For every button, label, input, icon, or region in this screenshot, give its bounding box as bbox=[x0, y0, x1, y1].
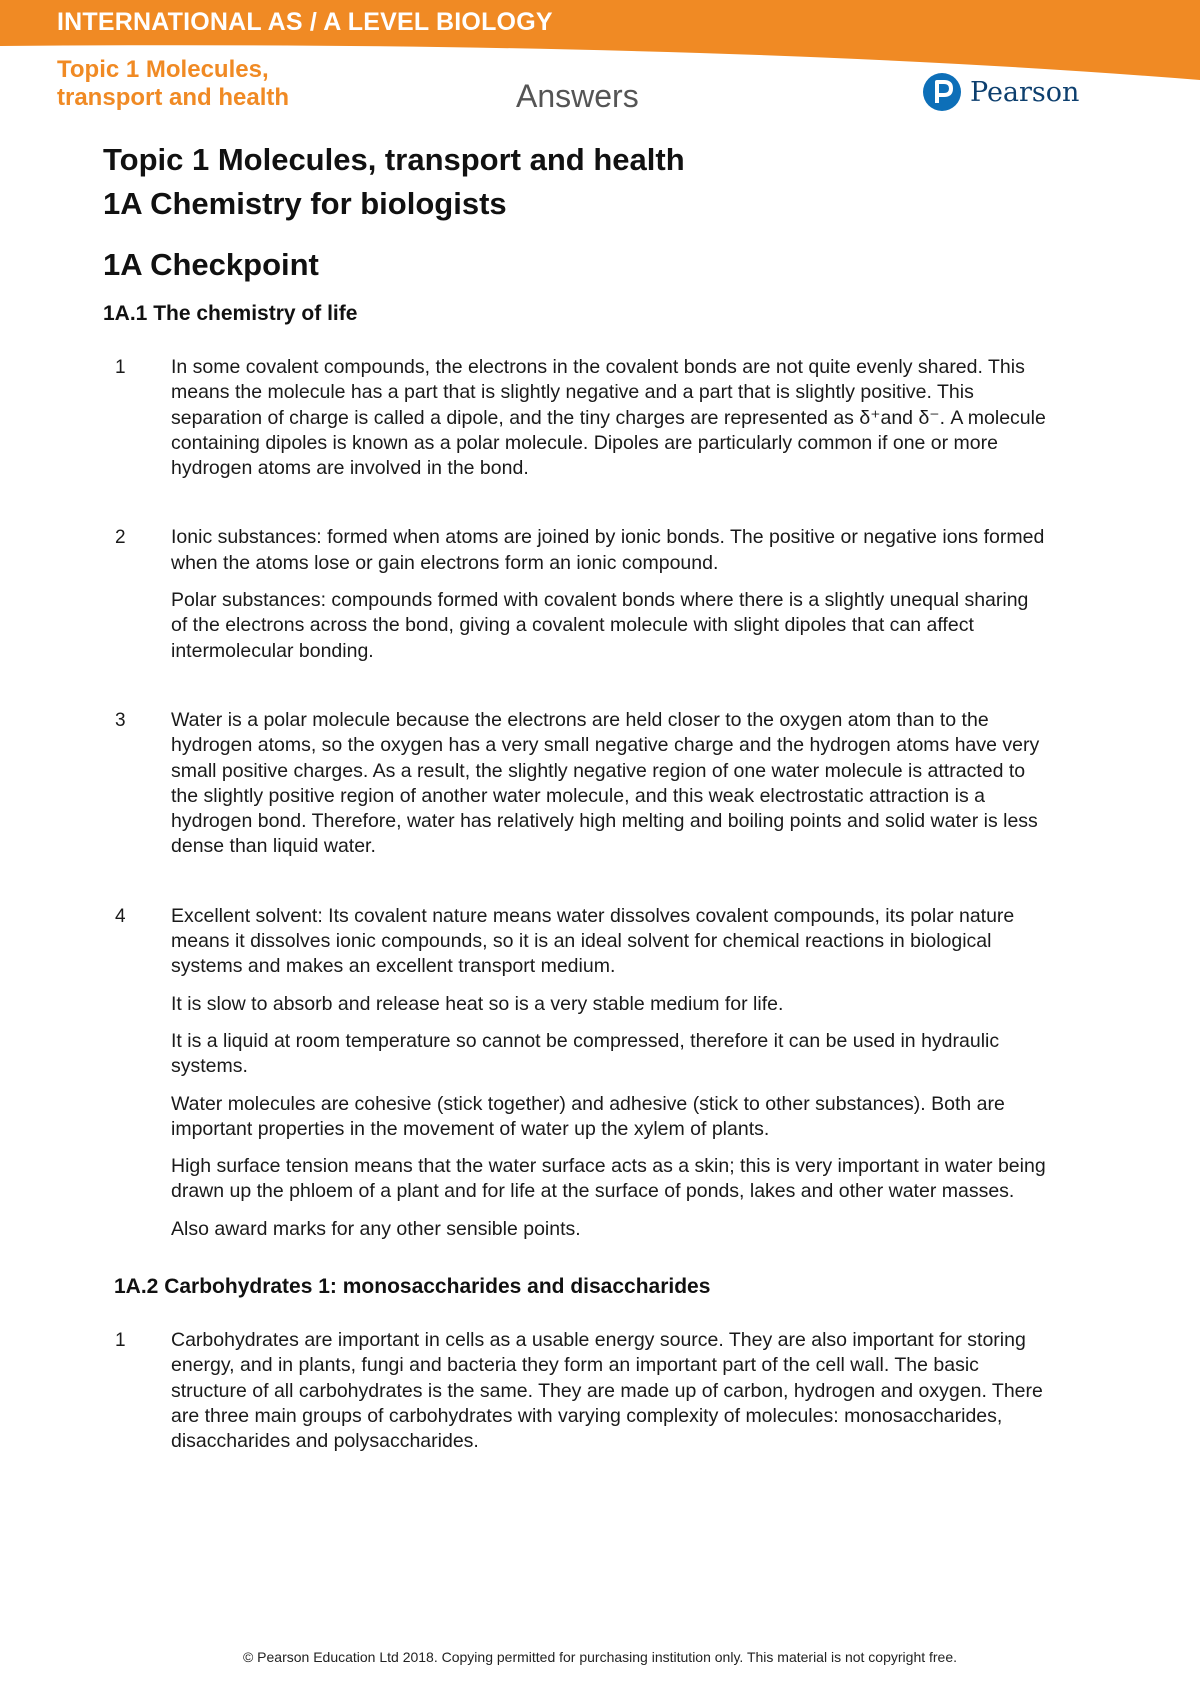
question-list bbox=[103, 1328, 1048, 1454]
document-body bbox=[103, 138, 1048, 1455]
question-number: 4 bbox=[115, 905, 126, 927]
section-heading: 1A.1 The chemistry of life bbox=[103, 302, 358, 325]
pearson-logo-icon bbox=[922, 72, 962, 112]
answer-paragraph: Water is a polar molecule because the electrons are held closer to the oxygen atom than to the hydrogen atoms, so the oxygen has a very small negative charge and the hydrogen atoms have very small positive charges. As a result, the slightly negative region of one water molecule is attracted to the slightly positive region of another water molecule, and this weak electrostatic attraction is a hydrogen bond. Therefore, water has relatively high melting and boiling points and solid water is less dense than liquid water. bbox=[171, 708, 1040, 858]
copyright-footer: © Pearson Education Ltd 2018. Copying permitted for purchasing institution only. This material is not copyright free. bbox=[242, 1649, 958, 1665]
question-answer bbox=[171, 708, 1048, 860]
question-answer bbox=[171, 1328, 1048, 1454]
topic-label-line1: Topic 1 Molecules, bbox=[57, 56, 269, 83]
question-answer bbox=[171, 525, 1048, 663]
topic-label bbox=[57, 56, 289, 112]
banner-title: INTERNATIONAL AS / A LEVEL BIOLOGY bbox=[57, 8, 553, 36]
question-list bbox=[103, 355, 1048, 1242]
question-item bbox=[103, 1328, 1048, 1454]
pearson-logo bbox=[922, 72, 1079, 112]
answer-paragraph: It is slow to absorb and release heat so is a very stable medium for life. bbox=[171, 992, 784, 1015]
answer-paragraph: Water molecules are cohesive (stick together) and adhesive (stick to other substances). Both are important properties in the movement of water up the xylem of plants. bbox=[171, 1092, 1005, 1140]
question-number: 3 bbox=[115, 709, 126, 731]
question-number: 1 bbox=[115, 1330, 126, 1352]
question-item bbox=[103, 708, 1048, 860]
answers-label: Answers bbox=[516, 78, 639, 114]
answer-paragraph: It is a liquid at room temperature so cannot be compressed, therefore it can be used in hydraulic systems. bbox=[171, 1029, 1000, 1078]
answer-paragraph: In some covalent compounds, the electrons in the covalent bonds are not quite evenly shared. This means the molecule has a part that is slightly negative and a part that is slightly positive. This separation of charge is called a dipole, and the tiny charges are represented as δ⁺and δ⁻. A molecule containing dipoles is known as a polar molecule. Dipoles are particularly common if one or more hydrogen atoms are involved in the bond. bbox=[171, 356, 1046, 480]
section-heading: 1A.2 Carbohydrates 1: monosaccharides and disaccharides bbox=[114, 1275, 711, 1299]
question-number: 2 bbox=[115, 527, 126, 549]
title-line-2: 1A Chemistry for biologists bbox=[103, 186, 507, 221]
question-number: 1 bbox=[115, 357, 126, 378]
question-answer bbox=[171, 904, 1048, 1242]
answer-paragraph: Excellent solvent: Its covalent nature means water dissolves covalent compounds, its polar nature means it dissolves ionic compounds, so it is an ideal solvent for chemical reactions in biological systems and makes an excellent transport medium. bbox=[171, 904, 1015, 978]
checkpoint-heading: 1A Checkpoint bbox=[103, 247, 319, 282]
question-item bbox=[103, 525, 1048, 663]
answer-paragraph: Carbohydrates are important in cells as a usable energy source. They are also important for storing energy, and in plants, fungi and bacteria they form an important part of the cell wall. The basic structure of all carbohydrates is the same. They are made up of carbon, hydrogen and oxygen. There are three main groups of carbohydrates with varying complexity of molecules: monosaccharides, disaccharides and polysaccharides. bbox=[171, 1329, 1043, 1453]
title-line-1: Topic 1 Molecules, transport and health bbox=[103, 142, 685, 177]
question-item bbox=[103, 904, 1048, 1242]
question-item bbox=[103, 355, 1048, 481]
answer-paragraph: High surface tension means that the water surface acts as a skin; this is very important in water being drawn up the phloem of a plant and for life at the surface of ponds, lakes and other water masses. bbox=[171, 1155, 1046, 1203]
topic-label-line2: transport and health bbox=[57, 84, 290, 111]
pearson-logo-text: Pearson bbox=[970, 76, 1080, 108]
answer-paragraph: Also award marks for any other sensible points. bbox=[171, 1217, 581, 1240]
question-answer bbox=[171, 355, 1048, 481]
document-title bbox=[103, 138, 1048, 226]
answer-paragraph: Polar substances: compounds formed with covalent bonds where there is a slightly unequal sharing of the electrons across the bond, giving a covalent molecule with slight dipoles that can affect intermolecular bonding. bbox=[171, 589, 1029, 662]
answer-paragraph: Ionic substances: formed when atoms are joined by ionic bonds. The positive or negative ions formed when the atoms lose or gain electrons form an ionic compound. bbox=[171, 526, 1045, 574]
